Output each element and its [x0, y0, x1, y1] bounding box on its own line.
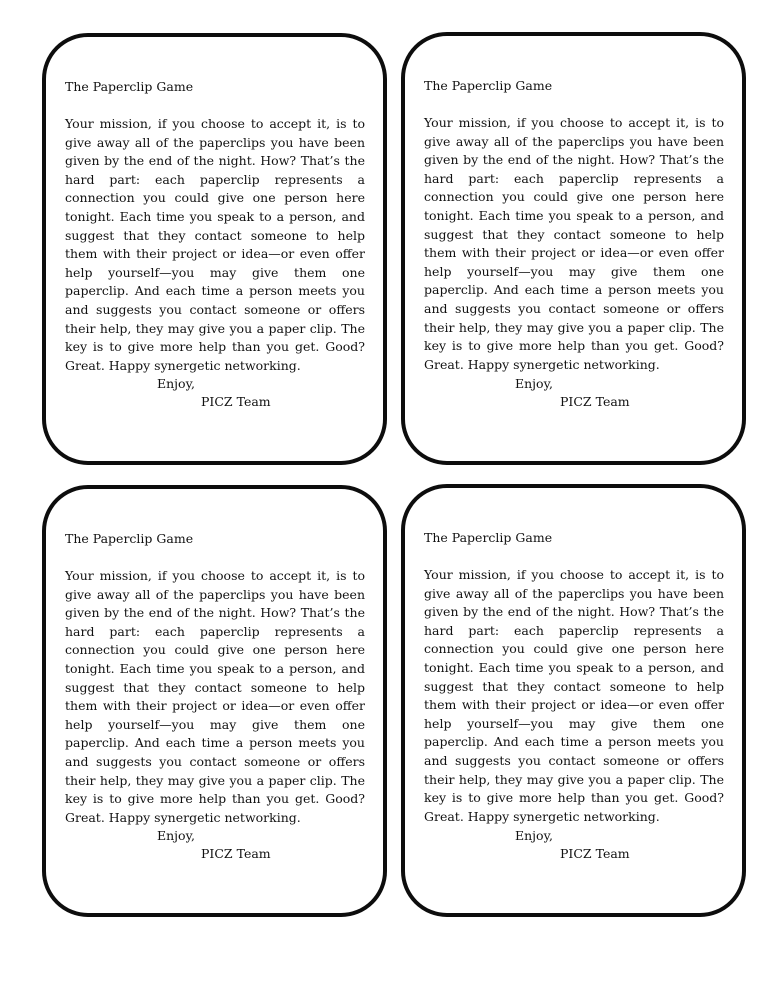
card-title: The Paperclip Game [424, 530, 553, 545]
card-signature: PICZ Team [201, 394, 271, 409]
paperclip-game-card [42, 485, 387, 917]
card-title: The Paperclip Game [424, 78, 553, 93]
card-instructions: Your mission, if you choose to accept it, is to give away all of the paperclips you have been given by the end of the night. How? That’s the hard part: each paperclip represents a connection you could give one person here tonight. Each time you speak to a person, and suggest that they contact someone to help them with their project or idea—or even offer help yourself—you may give them one paperclip. And each time a person meets you and suggests you contact someone or offers their help, they may give you a paper clip. The key is to give more help than you get. Good? Great. Happy synergetic networking. [424, 567, 724, 824]
card-title: The Paperclip Game [65, 79, 194, 94]
paperclip-game-card [401, 32, 746, 465]
card-signoff: Enjoy, [515, 376, 553, 391]
card-instructions: Your mission, if you choose to accept it, is to give away all of the paperclips you have been given by the end of the night. How? That’s the hard part: each paperclip represents a connection you could give one person here tonight. Each time you speak to a person, and suggest that they contact someone to help them with their project or idea—or even offer help yourself—you may give them one paperclip. And each time a person meets you and suggests you contact someone or offers their help, they may give you a paper clip. The key is to give more help than you get. Good? Great. Happy synergetic networking. [65, 568, 365, 825]
card-signoff: Enjoy, [157, 828, 195, 843]
paperclip-game-card [401, 484, 746, 917]
card-title: The Paperclip Game [65, 531, 194, 546]
card-signature: PICZ Team [560, 394, 630, 409]
paperclip-game-card [42, 33, 387, 465]
card-instructions: Your mission, if you choose to accept it, is to give away all of the paperclips you have been given by the end of the night. How? That’s the hard part: each paperclip represents a connection you could give one person here tonight. Each time you speak to a person, and suggest that they contact someone to help them with their project or idea—or even offer help yourself—you may give them one paperclip. And each time a person meets you and suggests you contact someone or offers their help, they may give you a paper clip. The key is to give more help than you get. Good? Great. Happy synergetic networking. [65, 116, 365, 373]
card-signoff: Enjoy, [157, 376, 195, 391]
card-signature: PICZ Team [560, 846, 630, 861]
card-instructions: Your mission, if you choose to accept it, is to give away all of the paperclips you have been given by the end of the night. How? That’s the hard part: each paperclip represents a connection you could give one person here tonight. Each time you speak to a person, and suggest that they contact someone to help them with their project or idea—or even offer help yourself—you may give them one paperclip. And each time a person meets you and suggests you contact someone or offers their help, they may give you a paper clip. The key is to give more help than you get. Good? Great. Happy synergetic networking. [424, 115, 724, 372]
card-signoff: Enjoy, [515, 828, 553, 843]
card-signature: PICZ Team [201, 846, 271, 861]
